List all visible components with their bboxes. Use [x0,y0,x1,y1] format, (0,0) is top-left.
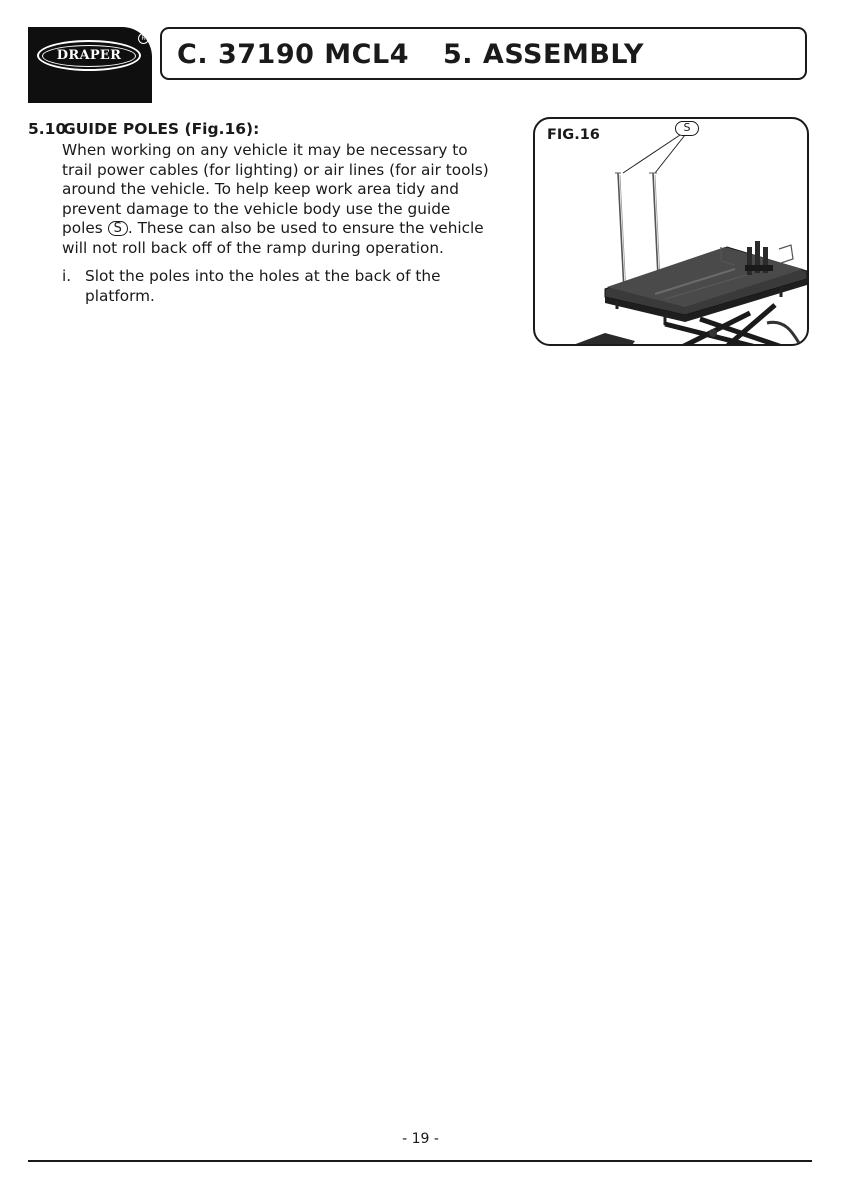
loading-ramp [565,333,635,346]
paragraph-text: . These can also be used to ensure the vehicle [127,219,484,238]
callout-s-marker: S [108,221,128,236]
footer-divider [28,1160,812,1162]
pivot [709,329,717,337]
step-index: i. [62,267,72,285]
guide-pole-left [615,173,626,293]
step-line: Slot the poles into the holes at the back of the [85,267,441,285]
section-title: 5. ASSEMBLY [442,39,644,70]
brand-name: DRAPER [42,45,136,67]
paragraph-line: will not roll back off of the ramp during operation. [62,238,444,257]
section-number: 5.10 [28,120,67,138]
registered-mark: R [138,33,149,44]
step-line: platform. [85,286,155,305]
page-title-box [160,27,807,80]
lift-table-illustration [535,119,809,346]
hydraulic-hose [767,322,799,343]
figure-16 [533,117,809,346]
body-paragraph [62,141,522,259]
paragraph-text: poles [62,219,103,238]
callout-leader [655,135,685,173]
paragraph-line: around the vehicle. To help keep work area tidy and [62,180,459,199]
draper-logo [28,27,152,103]
step-text [85,267,441,306]
callout-s-badge: S [675,121,699,136]
page-number: - 19 - [402,1131,439,1147]
paragraph-line: prevent damage to the vehicle body use the guide [62,199,451,218]
paragraph-line [62,219,522,239]
callout-leader [623,135,680,173]
paragraph-line: When working on any vehicle it may be necessary to [62,141,468,159]
logo-oval [37,40,141,71]
paragraph-line: trail power cables (for lighting) or air lines (for air tools) [62,160,489,179]
figure-label: FIG.16 [547,127,600,143]
model-number: C. 37190 MCL4 [177,39,409,70]
section-title-text: GUIDE POLES (Fig.16): [63,120,260,138]
section-heading [28,120,259,138]
page-title [177,39,644,70]
